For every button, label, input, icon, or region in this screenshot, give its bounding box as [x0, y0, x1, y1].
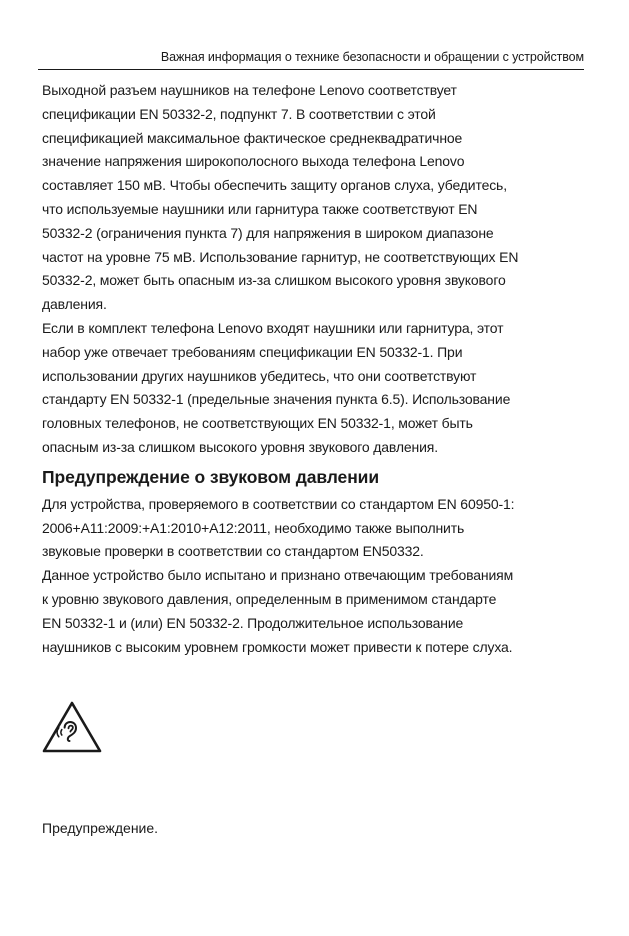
paragraph-compliance [42, 564, 590, 659]
paragraph-headphone-output [42, 79, 590, 317]
text-line: наушников с высоким уровнем громкости может привести к потере слуха. [42, 638, 513, 655]
text-line: Если в комплект телефона Lenovo входят наушники или гарнитура, этот [42, 319, 504, 336]
page-header: Важная информация о технике безопасности и обращении с устройством [160, 50, 584, 64]
text-line: значение напряжения широкополосного выхода телефона Lenovo [42, 153, 465, 170]
text-line: EN 50332-1 и (или) EN 50332-2. Продолжительное использование [42, 614, 464, 631]
text-line: набор уже отвечает требованиям спецификации EN 50332-1. При [42, 343, 463, 360]
text-line: головных телефонов, не соответствующих EN 50332-1, может быть [42, 415, 473, 432]
text-line: давления. [42, 296, 107, 313]
text-line: к уровню звукового давления, определенным в применимом стандарте [42, 590, 497, 607]
text-line: Для устройства, проверяемого в соответствии со стандартом EN 60950-1: [42, 495, 515, 512]
text-line: стандарту EN 50332-1 (предельные значения пункта 6.5). Использование [42, 391, 511, 408]
section-heading: Предупреждение о звуковом давлении [42, 466, 379, 487]
page-content [42, 79, 590, 838]
text-line: использовании других наушников убедитесь, что они соответствуют [42, 367, 477, 384]
text-line: 2006+A11:2009:+A1:2010+A12:2011, необходимо также выполнить [42, 519, 465, 536]
text-line: спецификацией максимальное фактическое среднеквадратичное [42, 129, 463, 146]
paragraph-bundled-headset [42, 317, 590, 460]
text-line: опасным из-за слишком высокого уровня звукового давления. [42, 438, 438, 455]
text-line: частот на уровне 75 мВ. Использование гарнитур, не соответствующих EN [42, 248, 519, 265]
text-line: Выходной разъем наушников на телефоне Lenovo соответствует [42, 82, 457, 98]
text-line: 50332-2 (ограничения пункта 7) для напряжения в широком диапазоне [42, 224, 494, 241]
text-line: 50332-2, может быть опасным из-за слишком высокого уровня звукового [42, 272, 506, 289]
header-divider [38, 69, 584, 70]
text-line: Данное устройство было испытано и признано отвечающим требованиям [42, 567, 514, 584]
text-line: спецификации EN 50332-2, подпункт 7. В соответствии с этой [42, 105, 436, 122]
hearing-warning-icon [42, 701, 102, 753]
text-line: звуковые проверки в соответствии со стандартом EN50332. [42, 543, 424, 560]
text-line: составляет 150 мВ. Чтобы обеспечить защиту органов слуха, убедитесь, [42, 177, 507, 194]
icon-caption: Предупреждение. [42, 820, 159, 837]
text-line: что используемые наушники или гарнитура также соответствуют EN [42, 200, 478, 217]
paragraph-sound-tests [42, 493, 590, 564]
